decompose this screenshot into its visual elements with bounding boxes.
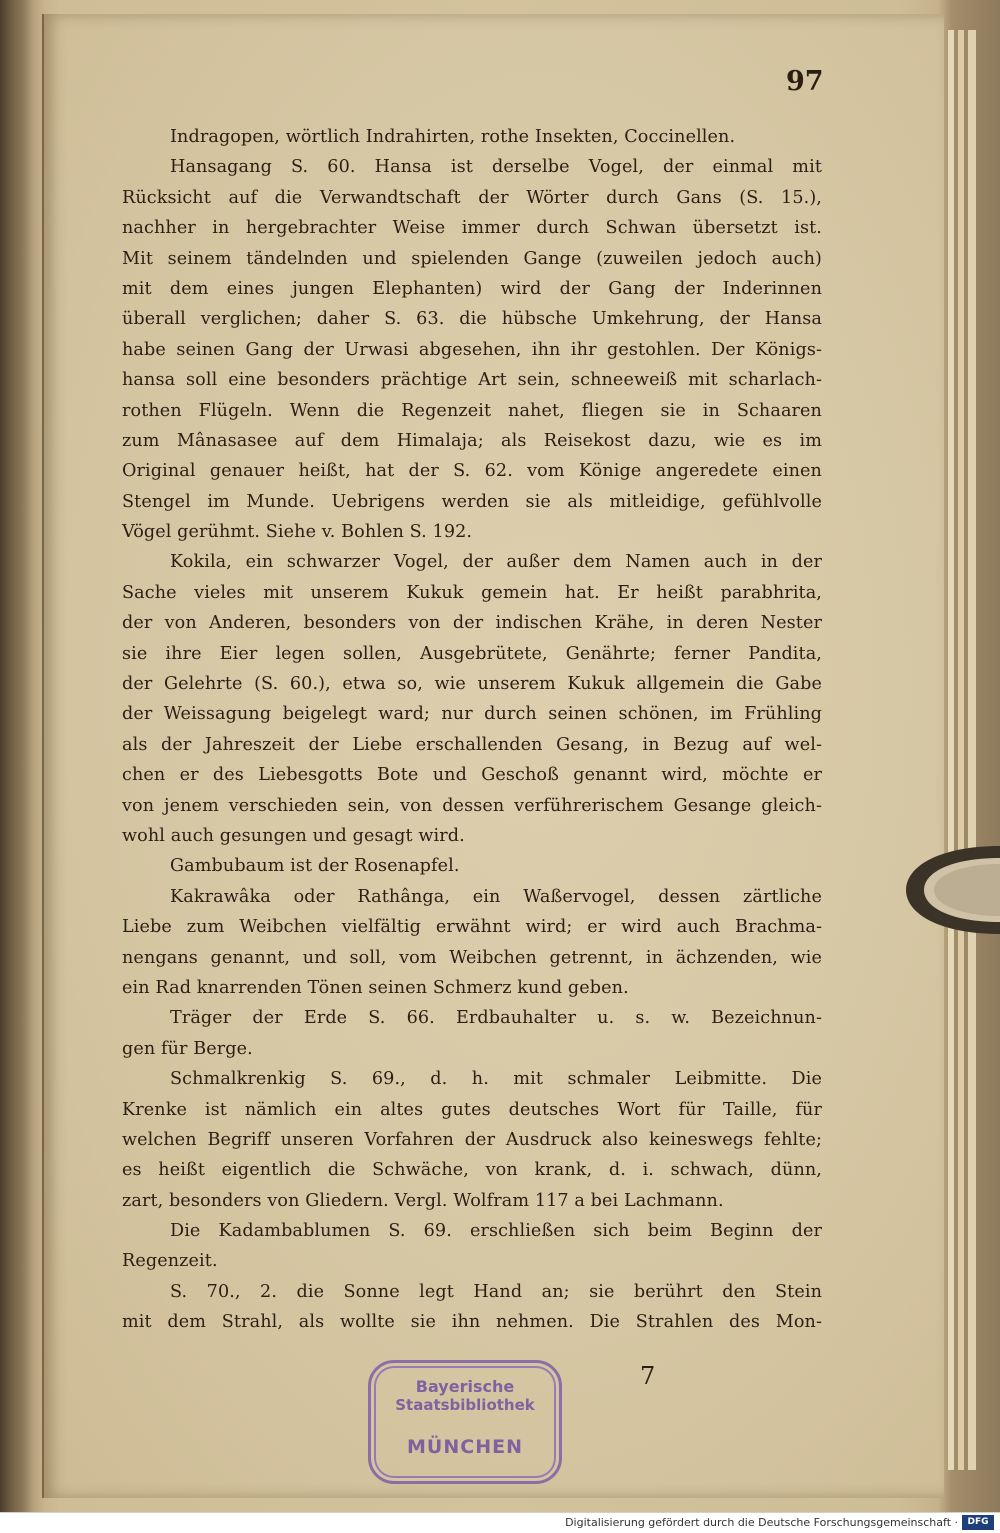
page-edge: [968, 30, 976, 1470]
text-line: Krenke ist nämlich ein altes gutes deutsches Wort für Taille, für: [122, 1099, 822, 1120]
footer-bar: [0, 1512, 1000, 1533]
text-line: Die Kadambablumen S. 69. erschließen sich beim Beginn der: [170, 1221, 822, 1242]
text-line: S. 70., 2. die Sonne legt Hand an; sie berührt den Stein: [170, 1281, 822, 1302]
text-line: Mit seinem tändelnden und spielenden Gange (zuweilen jedoch auch): [122, 248, 822, 269]
text-line: mit dem Strahl, als wollte sie ihn nehmen. Die Strahlen des Mon-: [122, 1312, 822, 1333]
text-line: Sache vieles mit unserem Kukuk gemein hat. Er heißt parabhrita,: [122, 582, 822, 603]
text-line: Original genauer heißt, hat der S. 62. vom Könige angeredete einen: [122, 461, 822, 482]
text-line: Hansagang S. 60. Hansa ist derselbe Vogel, der einmal mit: [170, 157, 822, 178]
text-line: hansa soll eine besonders prächtige Art sein, schneeweiß mit scharlach-: [122, 370, 822, 391]
text-line: der Weissagung beigelegt ward; nur durch seinen schönen, im Frühling: [122, 704, 822, 725]
text-line: Träger der Erde S. 66. Erdbauhalter u. s. w. Bezeichnun-: [170, 1008, 822, 1029]
book-clip: [900, 840, 1000, 940]
text-line: zum Mânasasee auf dem Himalaja; als Reisekost dazu, wie es im: [122, 430, 822, 451]
text-line: welchen Begriff unseren Vorfahren der Ausdruck also keineswegs fehlte;: [122, 1129, 822, 1150]
text-line: Indragopen, wörtlich Indrahirten, rothe Insekten, Coccinellen.: [170, 127, 736, 147]
page-edge: [948, 30, 954, 1470]
text-line: der von Anderen, besonders von der indischen Krähe, in deren Nester: [122, 613, 822, 634]
text-line: wohl auch gesungen und gesagt wird.: [122, 825, 465, 846]
stamp-line: Bayerische: [415, 1377, 515, 1396]
text-line: es heißt eigentlich die Schwäche, von krank, d. i. schwach, dünn,: [122, 1160, 822, 1181]
text-line: Rücksicht auf die Verwandtschaft der Wörter durch Gans (S. 15.),: [122, 187, 822, 208]
text-line: gen für Berge.: [122, 1038, 253, 1059]
text-line: sie ihre Eier legen sollen, Ausgebrütete, Genährte; ferner Pandita,: [122, 643, 822, 664]
stamp-line: Staatsbibliothek: [395, 1396, 535, 1414]
text-line: zart, besonders von Gliedern. Vergl. Wolfram 117 a bei Lachmann.: [122, 1190, 724, 1211]
text-line: überall verglichen; daher S. 63. die hübsche Umkehrung, der Hansa: [122, 309, 822, 330]
page-edge: [958, 30, 964, 1470]
text-line: der Gelehrte (S. 60.), etwa so, wie unserem Kukuk allgemein die Gabe: [122, 674, 822, 695]
text-line: nengans genannt, und soll, vom Weibchen getrennt, in ächzenden, wie: [122, 947, 822, 968]
signature-mark: 7: [640, 1362, 656, 1390]
text-line: Vögel gerühmt. Siehe v. Bohlen S. 192.: [122, 522, 473, 543]
text-line: chen er des Liebesgotts Bote und Geschoß genannt wird, möchte er: [122, 765, 822, 786]
book-clip-icon: [900, 840, 1000, 940]
library-stamp: [368, 1360, 562, 1484]
text-line: von jenem verschieden sein, von dessen verführerischem Gesange gleich-: [122, 795, 822, 816]
text-line: ein Rad knarrenden Tönen seinen Schmerz kund geben.: [122, 977, 629, 998]
text-line: Gambubaum ist der Rosenapfel.: [170, 856, 460, 877]
text-line: habe seinen Gang der Urwasi abgesehen, ihn ihr gestohlen. Der Königs-: [122, 339, 822, 360]
text-line: als der Jahreszeit der Liebe erschallenden Gesang, in Bezug auf wel-: [122, 734, 822, 755]
text-line: Kakrawâka oder Rathânga, ein Waßervogel, dessen zärtliche: [170, 886, 822, 907]
text-line: Stengel im Munde. Uebrigens werden sie als mitleidige, gefühlvolle: [122, 491, 822, 512]
text-line: rothen Flügeln. Wenn die Regenzeit nahet, fliegen sie in Schaaren: [122, 400, 822, 421]
footer-credit: Digitalisierung gefördert durch die Deutsche Forschungsgemeinschaft ·: [565, 1516, 958, 1529]
text-line: Liebe zum Weibchen vielfältig erwähnt wird; er wird auch Brachma-: [122, 917, 822, 938]
text-line: mit dem eines jungen Elephanten) wird der Gang der Inderinnen: [122, 278, 822, 299]
stamp-line: MÜNCHEN: [407, 1436, 523, 1458]
text-line: nachher in hergebrachter Weise immer durch Schwan übersetzt ist.: [122, 218, 822, 239]
page-text: [122, 122, 822, 1338]
dfg-logo: DFG: [962, 1515, 994, 1530]
page-number: 97: [786, 66, 824, 97]
text-line: Regenzeit.: [122, 1251, 218, 1272]
text-line: Schmalkrenkig S. 69., d. h. mit schmaler Leibmitte. Die: [170, 1069, 822, 1090]
text-line: Kokila, ein schwarzer Vogel, der außer dem Namen auch in der: [170, 552, 822, 573]
